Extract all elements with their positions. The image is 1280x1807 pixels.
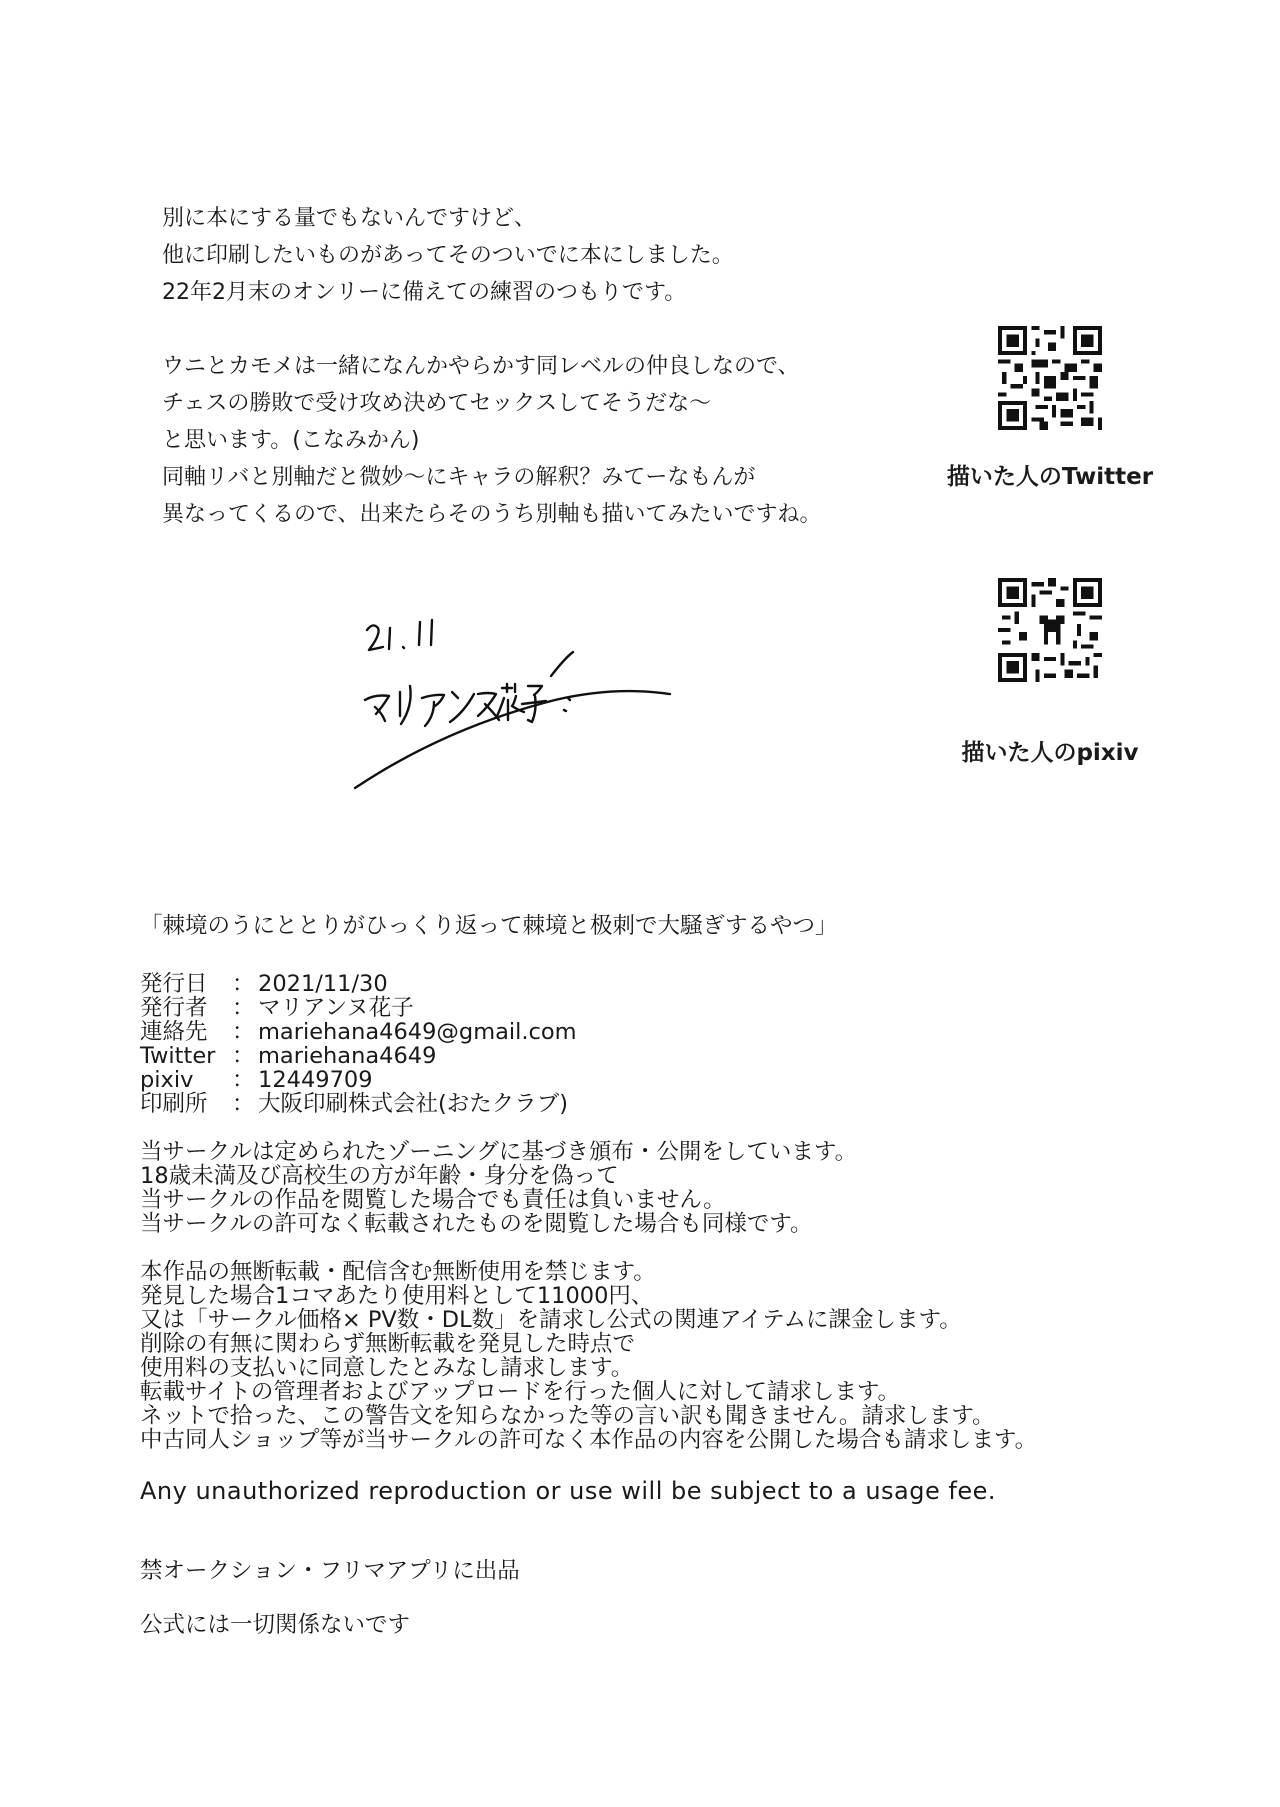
afterword-line: 異なってくるので、出来たらそのうち別軸も描いてみたいですね。 — [162, 502, 822, 527]
publication-info-row — [140, 1044, 577, 1068]
twitter-qr-caption: 描いた人のTwitter — [946, 464, 1154, 490]
info-separator: ： — [232, 971, 255, 997]
twitter-qr-block — [940, 326, 1160, 491]
handwritten-signature — [350, 600, 690, 800]
notice-line: 18歳未満及び高校生の方が年齢・身分を偽って — [140, 1163, 619, 1189]
info-key: pixiv — [140, 1067, 194, 1093]
afterword-line: ウニとカモメは一緒になんかやらかす同レベルの仲良しなので、 — [162, 354, 800, 379]
contact-email: mariehana4649@gmail.com — [258, 1019, 577, 1045]
info-separator: ： — [232, 1019, 255, 1045]
afterword-line: 22年2月末のオンリーに備えての練習のつもりです。 — [162, 280, 687, 305]
afterword-line: 別に本にする量でもないんですけど、 — [162, 206, 537, 231]
notice-line: 当サークルは定められたゾーニングに基づき頒布・公開をしています。 — [140, 1139, 858, 1165]
info-value: マリアンヌ花子 — [258, 995, 414, 1021]
info-separator: ： — [232, 995, 255, 1021]
notice-line: 当サークルの作品を閲覧した場合でも責任は負いません。 — [140, 1187, 726, 1213]
warning-line: 転載サイトの管理者およびアップロードを行った個人に対して請求します。 — [140, 1379, 901, 1405]
qr-code-icon — [998, 326, 1102, 430]
warning-line: 中古同人ショップ等が当サークルの許可なく本作品の内容を公開した場合も請求します。 — [140, 1427, 1038, 1453]
info-key: 印刷所 — [140, 1091, 208, 1117]
publication-info-row — [140, 1092, 577, 1116]
afterword-line: と思います。(こなみかん) — [162, 428, 420, 453]
notice-line: 当サークルの許可なく転載されたものを閲覧した場合も同様です。 — [140, 1211, 813, 1237]
afterword — [162, 200, 922, 533]
info-separator: ： — [232, 1043, 255, 1069]
zoning-notice — [140, 1140, 1240, 1236]
unofficial-notice: 公式には一切関係ないです — [140, 1612, 411, 1638]
warning-line: 又は「サークル価格× PV数・DL数」を請求し公式の関連アイテムに課金します。 — [140, 1307, 962, 1333]
info-separator: ： — [232, 1067, 255, 1093]
afterword-line: 同軸リバと別軸だと微妙～にキャラの解釈？みてーなもんが — [162, 465, 756, 490]
english-warning: Any unauthorized reproduction or use will be subject to a usage fee. — [140, 1477, 996, 1505]
qr-code-icon — [998, 578, 1102, 682]
publication-info-row — [140, 996, 577, 1020]
warning-line: ネットで拾った、この警告文を知らなかった等の言い訳も聞きません。請求します。 — [140, 1403, 995, 1429]
warning-line: 発見した場合1コマあたり使用料として11000円、 — [140, 1283, 654, 1309]
info-key: 発行者 — [140, 995, 208, 1021]
info-value: 大阪印刷株式会社(おたクラブ) — [258, 1091, 569, 1117]
warning-line: 使用料の支払いに同意したとみなし請求します。 — [140, 1355, 634, 1381]
colophon — [140, 912, 1240, 1666]
info-key: 発行日 — [140, 971, 208, 997]
afterword-paragraph-2 — [162, 348, 922, 533]
auction-notice: 禁オークション・フリマアプリに出品 — [140, 1558, 520, 1584]
info-separator: ： — [232, 1091, 255, 1117]
book-title: 「棘境のうにととりがひっくり返って棘境と极刺で大騒ぎするやつ」 — [140, 913, 838, 939]
pixiv-id: 12449709 — [258, 1067, 373, 1093]
publication-info-row — [140, 972, 577, 996]
info-key: 連絡先 — [140, 1019, 208, 1045]
afterword-line: 他に印刷したいものがあってそのついでに本にしました。 — [162, 243, 734, 268]
publication-info-row — [140, 1068, 577, 1092]
pixiv-qr-block — [940, 578, 1160, 767]
pixiv-qr-caption: 描いた人のpixiv — [961, 740, 1139, 766]
info-value: 2021/11/30 — [258, 971, 388, 997]
info-key: Twitter — [140, 1043, 216, 1069]
twitter-handle: mariehana4649 — [258, 1043, 437, 1069]
reproduction-warning — [140, 1260, 1240, 1452]
warning-line: 削除の有無に関わらず無断転載を発見した時点で — [140, 1331, 636, 1357]
warning-line: 本作品の無断転載・配信含む無断使用を禁じます。 — [140, 1259, 656, 1285]
afterword-paragraph-1 — [162, 200, 922, 311]
publication-info — [140, 972, 577, 1116]
afterword-line: チェスの勝敗で受け攻め決めてセックスしてそうだな～ — [162, 391, 712, 416]
publication-info-row — [140, 1020, 577, 1044]
